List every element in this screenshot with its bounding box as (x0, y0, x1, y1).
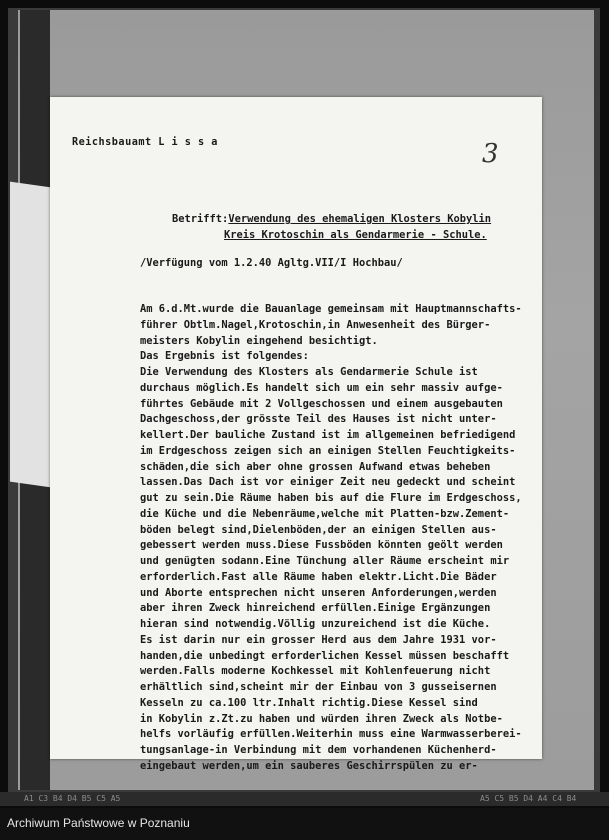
body-line: durchaus möglich.Es handelt sich um ein sehr massiv aufge- (140, 381, 503, 394)
body-line: tungsanlage-in Verbindung mit dem vorhandenen Küchenherd- (140, 744, 497, 756)
body-line: und Aborte entsprechen nicht unseren Anforderungen,werden (140, 586, 497, 599)
body-line: Kesseln zu ca.100 ltr.Inhalt richtig.Diese Kessel sind (140, 696, 478, 709)
subject-line-1 (172, 213, 491, 225)
body-line: werden.Falls moderne Kochkessel mit Kohlenfeuerung nicht (140, 665, 491, 678)
body-line: erforderlich.Fast alle Räume haben elektr.Licht.Die Bäder (140, 570, 497, 583)
body-line: aber ihren Zweck hinreichend erfüllen.Einige Ergänzungen (140, 602, 491, 615)
reference-line: /Verfügung vom 1.2.40 Agltg.VII/I Hochbau/ (140, 257, 403, 269)
body-line: eingebaut werden,um ein sauberes Geschirrspülen zu er- (140, 759, 478, 772)
body-line: in Kobylin z.Zt.zu haben und würden ihren Zweck als Notbe- (140, 712, 503, 725)
body-line: führtes Gebäude mit 2 Vollgeschossen und einem ausgebauten (140, 397, 503, 410)
body-line: Es ist darin nur ein grosser Herd aus dem Jahre 1931 vor- (140, 633, 497, 646)
subject-label: Betrifft: (172, 213, 229, 225)
body-line: erhältlich sind,scheint mir der Einbau von 3 gusseisernen (140, 681, 497, 693)
body-line: führer Obtlm.Nagel,Krotoschin,in Anwesenheit des Bürger- (140, 318, 491, 331)
handwritten-page-number: 3 (482, 139, 499, 169)
film-scale-right: A5 C5 B5 D4 A4 C4 B4 (480, 794, 577, 803)
body-line: gut zu sein.Die Räume haben bis auf die Flure im Erdgeschoss, (140, 492, 522, 504)
body-line: schäden,die sich aber ohne grossen Aufwand etwas beheben (140, 460, 491, 473)
body-line: die Küche und die Nebenräume,welche mit Platten-bzw.Zement- (140, 507, 510, 520)
body-line: lassen.Das Dach ist vor einiger Zeit neu gedeckt und scheint (140, 476, 516, 489)
body-line: handen,die unbedingt erforderlichen Kessel müssen beschafft (140, 649, 510, 662)
body-line: helfs vorläufig erfüllen.Weiterhin muss eine Warmwasserberei- (140, 728, 522, 741)
body-line: und genügten sodann.Eine Tünchung aller Räume erscheint mir (140, 555, 510, 567)
office-heading: Reichsbauamt L i s s a (72, 137, 218, 148)
body-line: meisters Kobylin eingehend besichtigt. (140, 334, 378, 347)
body-line: Am 6.d.Mt.wurde die Bauanlage gemeinsam mit Hauptmannschafts- (140, 303, 522, 315)
archive-name: Archiwum Państwowe w Poznaniu (7, 816, 190, 830)
document-page (50, 97, 542, 772)
subject-text-1: Verwendung des ehemaligen Klosters Kobylin (228, 213, 492, 225)
body-line: Dachgeschoss,der grösste Teil des Hauses ist nicht unter- (140, 413, 497, 426)
body-line: gebessert werden muss.Diese Fussböden könnten geölt werden (140, 539, 503, 552)
body-line: Die Verwendung des Klosters als Gendarmerie Schule ist (140, 366, 478, 378)
body-line: kellert.Der bauliche Zustand ist im allgemeinen befriedigend (140, 429, 516, 441)
body-line: Das Ergebnis ist folgendes: (140, 350, 309, 363)
film-scale-left: A1 C3 B4 D4 B5 C5 A5 (24, 794, 121, 803)
body-line: im Erdgeschoss zeigen sich an einigen Stellen Feuchtigkeits- (140, 444, 516, 457)
body-line: böden belegt sind,Dielenböden,der an einigen Stellen aus- (140, 523, 497, 536)
body-line: hieran sind notwendig.Völlig unzureichend ist die Küche. (140, 618, 491, 630)
letter-body (140, 302, 540, 775)
subject-line-2: Kreis Krotoschin als Gendarmerie - Schule. (224, 229, 487, 241)
